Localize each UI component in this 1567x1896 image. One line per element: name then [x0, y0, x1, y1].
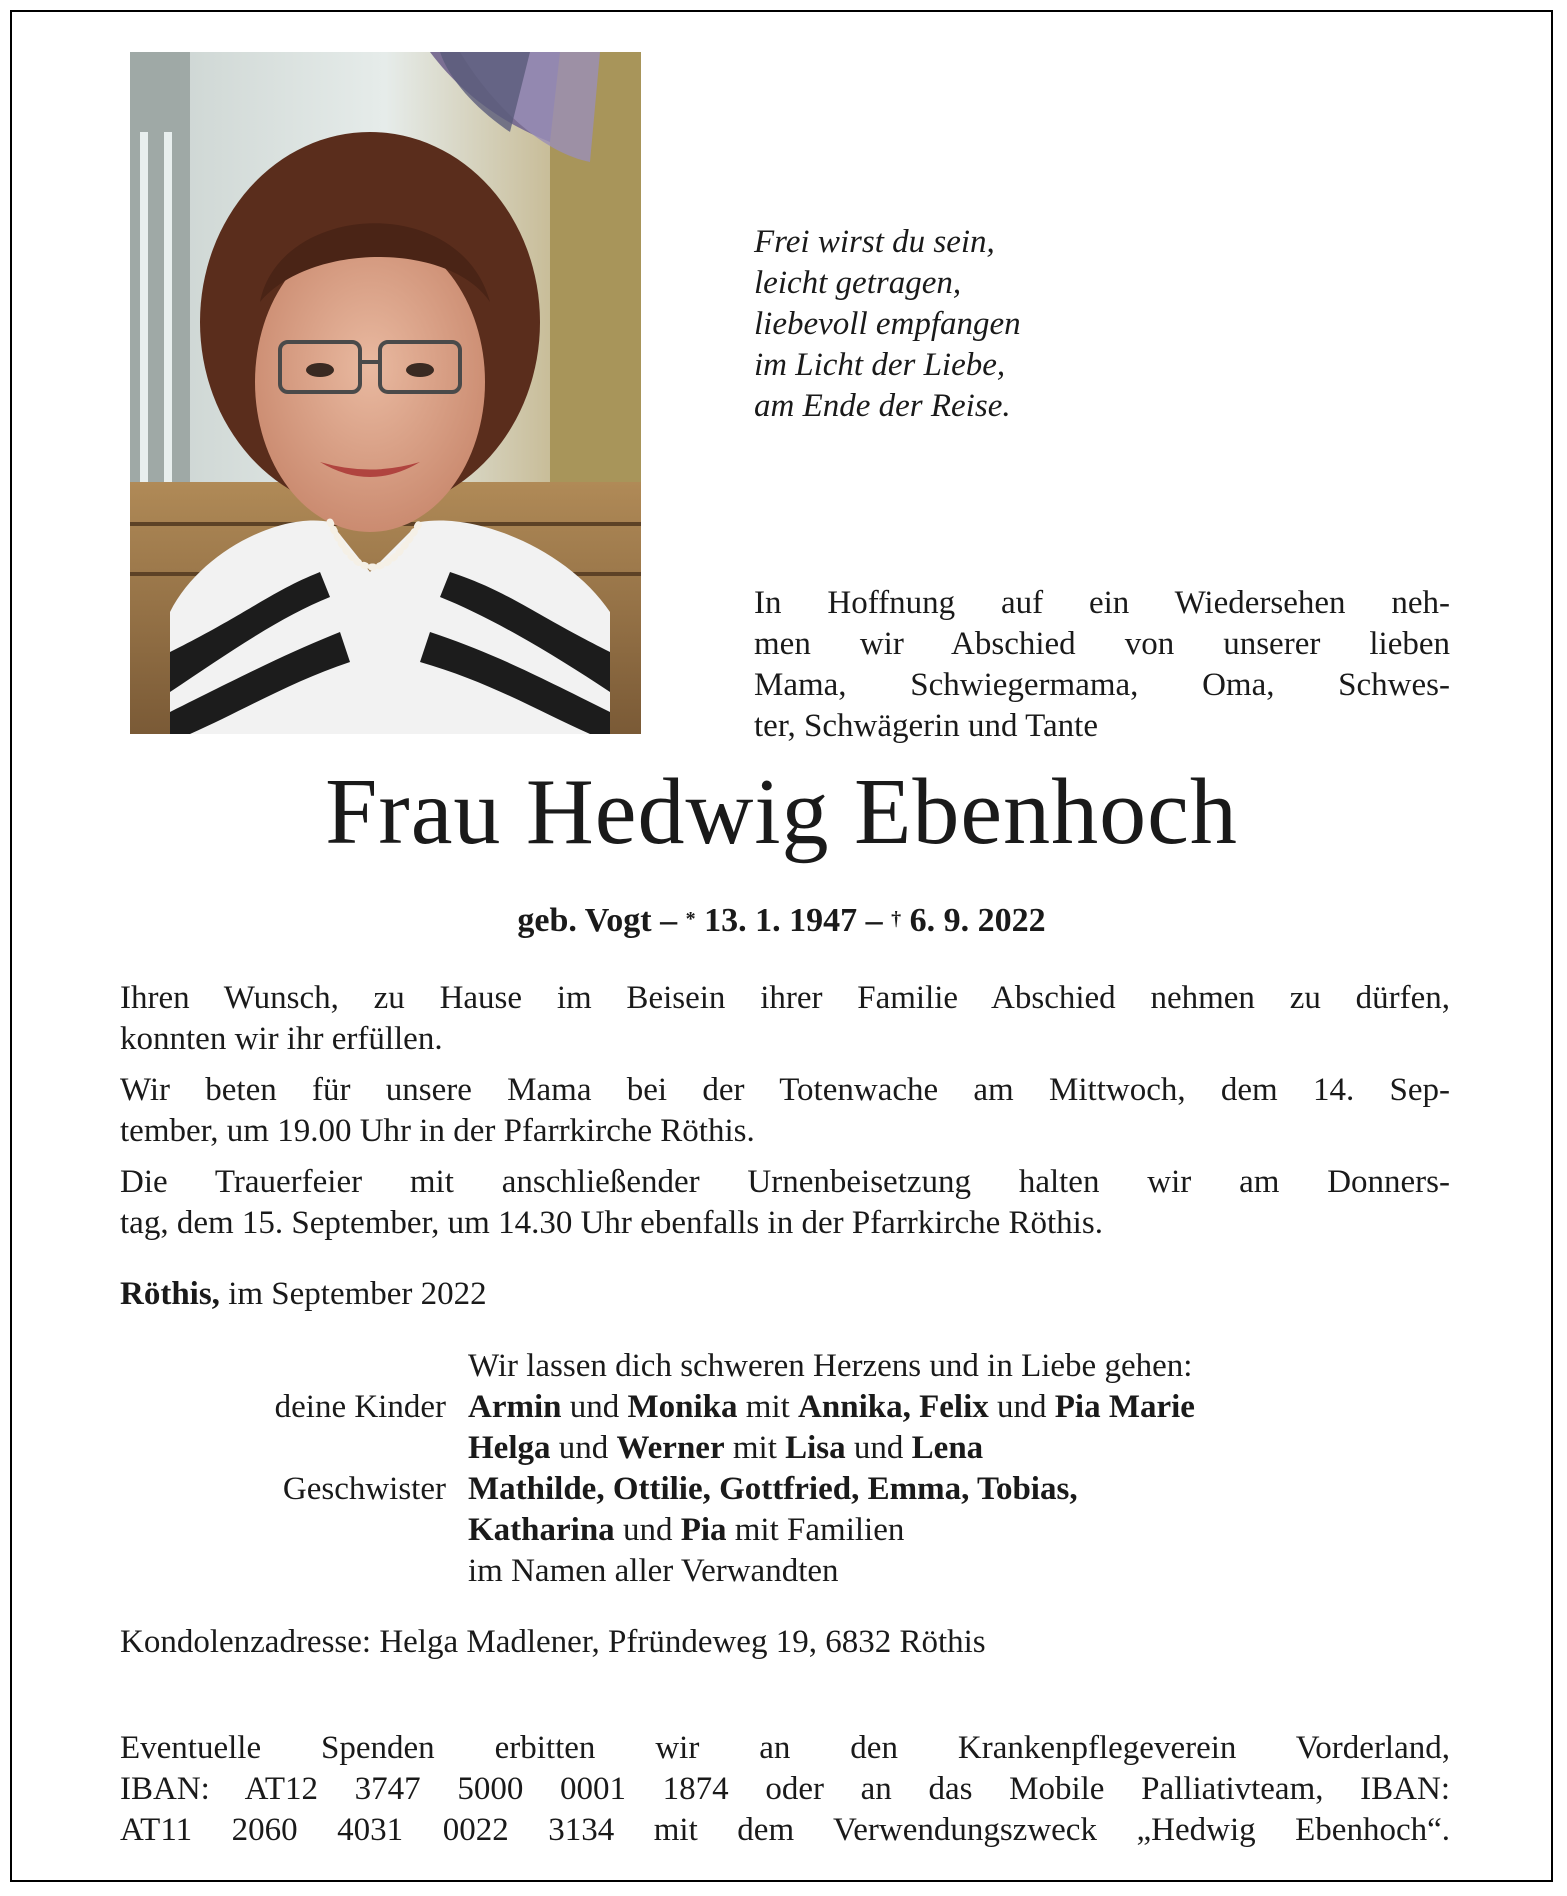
- poem-line: leicht getragen,: [754, 265, 962, 301]
- poem: [754, 222, 1314, 427]
- paragraph-line: tag, dem 15. September, um 14.30 Uhr ebenfalls in der Pfarrkirche Röthis.: [120, 1205, 1103, 1241]
- children-label: deine Kinder: [274, 1389, 446, 1425]
- poem-line: im Licht der Liebe,: [754, 347, 1006, 383]
- place-date: [120, 1274, 487, 1315]
- birth-date: 13. 1. 1947: [704, 902, 858, 939]
- siblings-line: Katharina und Pia mit Familien: [468, 1512, 905, 1548]
- relatives-line: im Namen aller Verwandten: [468, 1553, 839, 1589]
- paragraph-line: Ihren Wunsch, zu Hause im Beisein ihrer Familie Abschied nehmen zu dürfen,: [120, 980, 1450, 1016]
- paragraph-line: konnten wir ihr erfüllen.: [120, 1021, 443, 1057]
- separator: –: [865, 902, 883, 939]
- mourners: [120, 1346, 1460, 1592]
- intro-text: [754, 583, 1450, 747]
- poem-line: am Ende der Reise.: [754, 388, 1011, 424]
- portrait-illustration: [130, 52, 641, 734]
- separator: –: [660, 902, 678, 939]
- portrait-photo: [130, 52, 641, 734]
- condolence-address: Kondolenzadresse: Helga Madlener, Pfründeweg 19, 6832 Röthis: [120, 1624, 986, 1660]
- life-dates: [12, 900, 1551, 942]
- children-line: Armin und Monika mit Annika, Felix und Pia Marie: [468, 1389, 1195, 1425]
- death-date: 6. 9. 2022: [909, 902, 1046, 939]
- paragraph-line: Die Trauerfeier mit anschließender Urnenbeisetzung halten wir am Donners-: [120, 1164, 1450, 1200]
- birth-name: geb. Vogt: [517, 902, 652, 939]
- paragraph-line: Wir beten für unsere Mama bei der Totenwache am Mittwoch, dem 14. Sep-: [120, 1072, 1450, 1108]
- children-line: Helga und Werner mit Lisa und Lena: [468, 1430, 984, 1466]
- siblings-line: Mathilde, Ottilie, Gottfried, Emma, Tobias,: [468, 1471, 1078, 1507]
- siblings-label: Geschwister: [282, 1471, 446, 1507]
- intro-line: Mama, Schwiegermama, Oma, Schwes-: [754, 667, 1450, 703]
- paragraph-vigil: [120, 1070, 1450, 1152]
- place-town: Röthis,: [120, 1276, 220, 1312]
- paragraph-funeral: [120, 1162, 1450, 1244]
- donation-line: Eventuelle Spenden erbitten wir an den Krankenpflegeverein Vorderland,: [120, 1730, 1450, 1766]
- intro-line: In Hoffnung auf ein Wiedersehen neh-: [754, 585, 1450, 621]
- mourners-heading: Wir lassen dich schweren Herzens und in Liebe gehen:: [468, 1348, 1193, 1384]
- paragraph-line: tember, um 19.00 Uhr in der Pfarrkirche Röthis.: [120, 1113, 755, 1149]
- birth-symbol: *: [685, 908, 696, 930]
- intro-line: men wir Abschied von unserer lieben: [754, 626, 1450, 662]
- paragraph-wish: [120, 978, 1450, 1060]
- donation-line: IBAN: AT12 3747 5000 0001 1874 oder an das Mobile Palliativteam, IBAN:: [120, 1771, 1450, 1807]
- poem-line: Frei wirst du sein,: [754, 224, 995, 260]
- deceased-name: Frau Hedwig Ebenhoch: [325, 760, 1238, 864]
- intro-line: ter, Schwägerin und Tante: [754, 708, 1098, 744]
- poem-line: liebevoll empfangen: [754, 306, 1021, 342]
- death-symbol: †: [891, 908, 902, 930]
- donation-info: [120, 1728, 1450, 1851]
- donation-line: AT11 2060 4031 0022 3134 mit dem Verwendungszweck „Hedwig Ebenhoch“.: [120, 1812, 1450, 1848]
- place-month: im September 2022: [219, 1276, 487, 1312]
- obituary-notice: [10, 10, 1553, 1882]
